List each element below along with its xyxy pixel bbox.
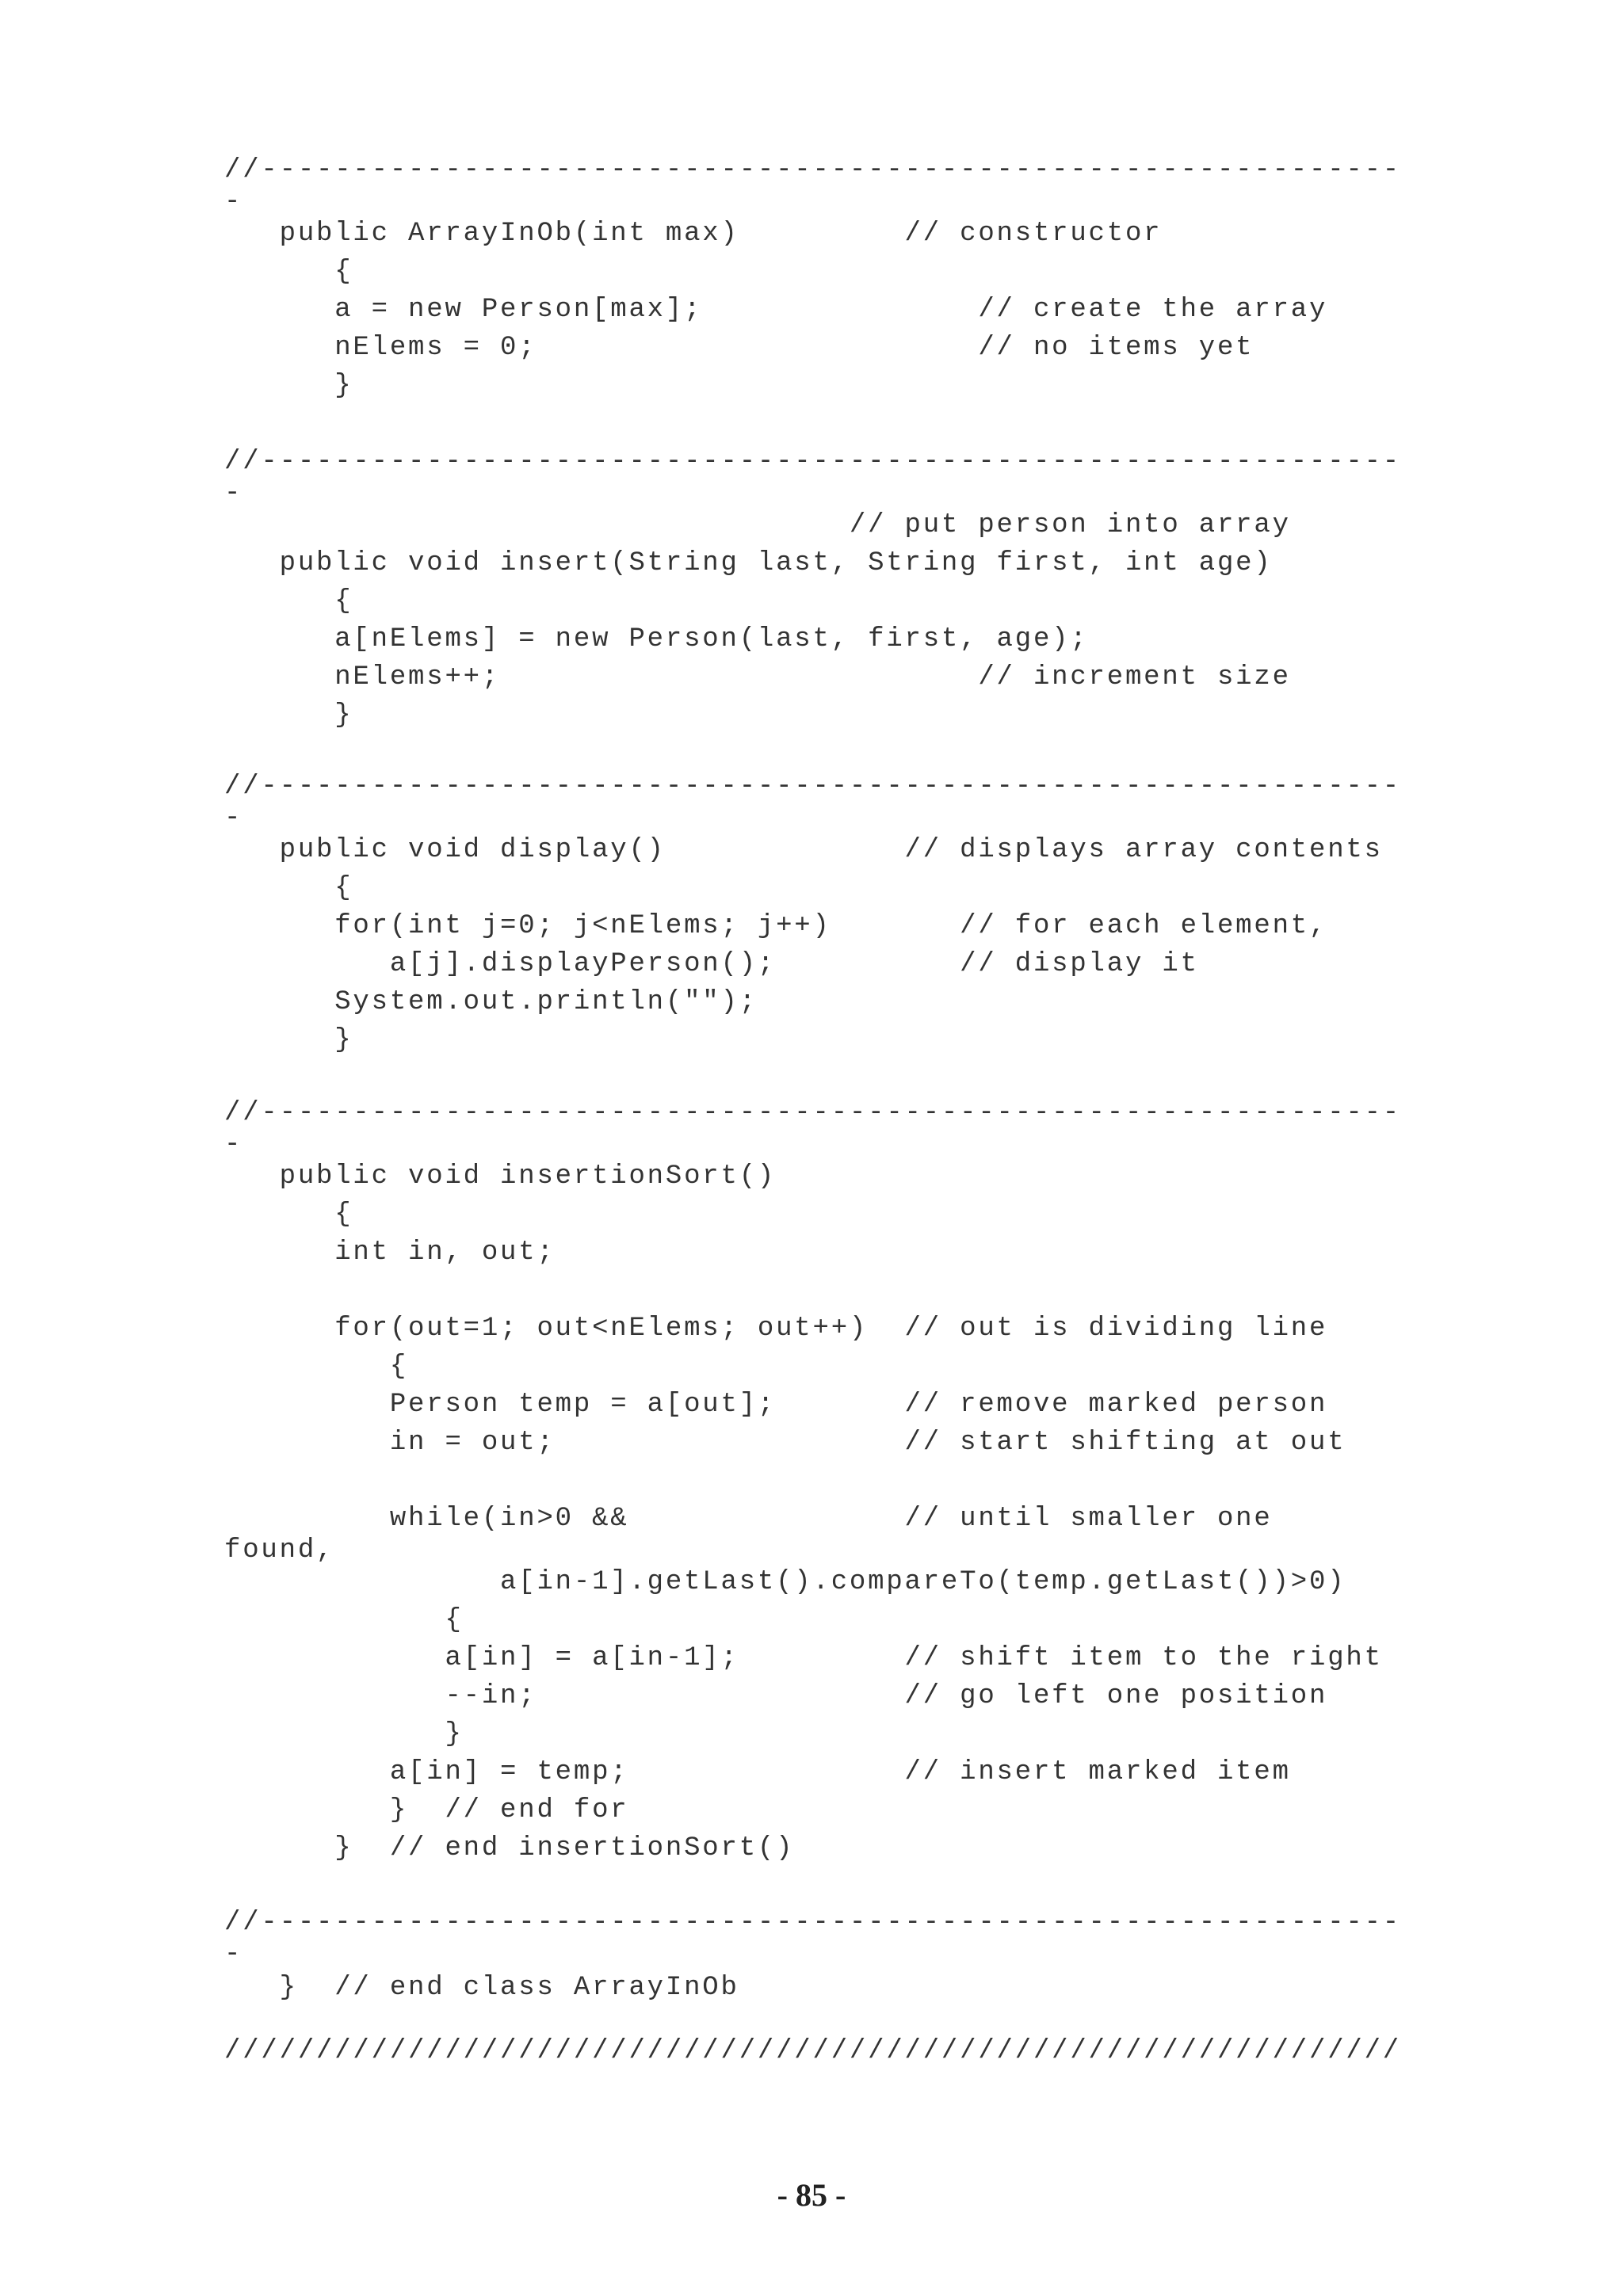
code-line: int in, out; — [224, 1238, 556, 1268]
code-line: } — [224, 371, 353, 401]
code-line: { — [224, 1352, 409, 1382]
code-line: Person temp = a[out]; // remove marked person — [224, 1390, 1328, 1420]
code-line: for(int j=0; j<nElems; j++) // for each element, — [224, 911, 1328, 941]
code-line: a[in] = temp; // insert marked item — [224, 1757, 1291, 1787]
code-line: a[nElems] = new Person(last, first, age); — [224, 624, 1089, 654]
code-line: } — [224, 1719, 464, 1749]
code-line: { — [224, 1605, 464, 1635]
code-line: System.out.println(""); — [224, 987, 758, 1017]
code-line: //-------------------------------------------------------------- — [224, 447, 1402, 477]
page-number: - 85 - — [777, 2177, 846, 2213]
code-line: found, — [224, 1535, 335, 1566]
code-line: - — [224, 1130, 243, 1160]
code-line: a[j].displayPerson(); // display it — [224, 949, 1199, 979]
code-line: in = out; // start shifting at out — [224, 1428, 1346, 1458]
code-line: a[in] = a[in-1]; // shift item to the right — [224, 1643, 1383, 1673]
code-line: - — [224, 1939, 243, 1970]
code-line: - — [224, 187, 243, 217]
code-line: } // end for — [224, 1795, 629, 1825]
code-line: } — [224, 1025, 353, 1055]
code-line: public ArrayInOb(int max) // constructor — [224, 219, 1163, 249]
code-line: - — [224, 803, 243, 833]
code-line: { — [224, 873, 353, 903]
code-line: - — [224, 479, 243, 509]
code-line: } // end class ArrayInOb — [224, 1973, 739, 2003]
code-line: { — [224, 586, 353, 616]
code-line: //-------------------------------------------------------------- — [224, 1908, 1402, 1938]
code-line: //////////////////////////////////////////////////////////////// — [224, 2036, 1402, 2066]
code-line: a = new Person[max]; // create the array — [224, 295, 1328, 325]
code-line: --in; // go left one position — [224, 1681, 1328, 1711]
code-line: { — [224, 1199, 353, 1230]
code-line: } // end insertionSort() — [224, 1833, 795, 1863]
code-line: nElems++; // increment size — [224, 662, 1291, 692]
code-line: } — [224, 700, 353, 730]
code-line: //-------------------------------------------------------------- — [224, 155, 1402, 185]
code-line: //-------------------------------------------------------------- — [224, 1098, 1402, 1128]
code-line: { — [224, 257, 353, 287]
code-line: // put person into array — [224, 510, 1291, 540]
code-line: public void insert(String last, String first, int age) — [224, 548, 1273, 578]
code-line: public void display() // displays array contents — [224, 835, 1383, 865]
code-line: //-------------------------------------------------------------- — [224, 772, 1402, 802]
code-line: for(out=1; out<nElems; out++) // out is dividing line — [224, 1314, 1328, 1344]
code-line: public void insertionSort() — [224, 1161, 777, 1192]
code-line: a[in-1].getLast().compareTo(temp.getLast())>0) — [224, 1567, 1346, 1597]
code-line: while(in>0 && // until smaller one — [224, 1504, 1273, 1534]
code-line: nElems = 0; // no items yet — [224, 333, 1254, 363]
